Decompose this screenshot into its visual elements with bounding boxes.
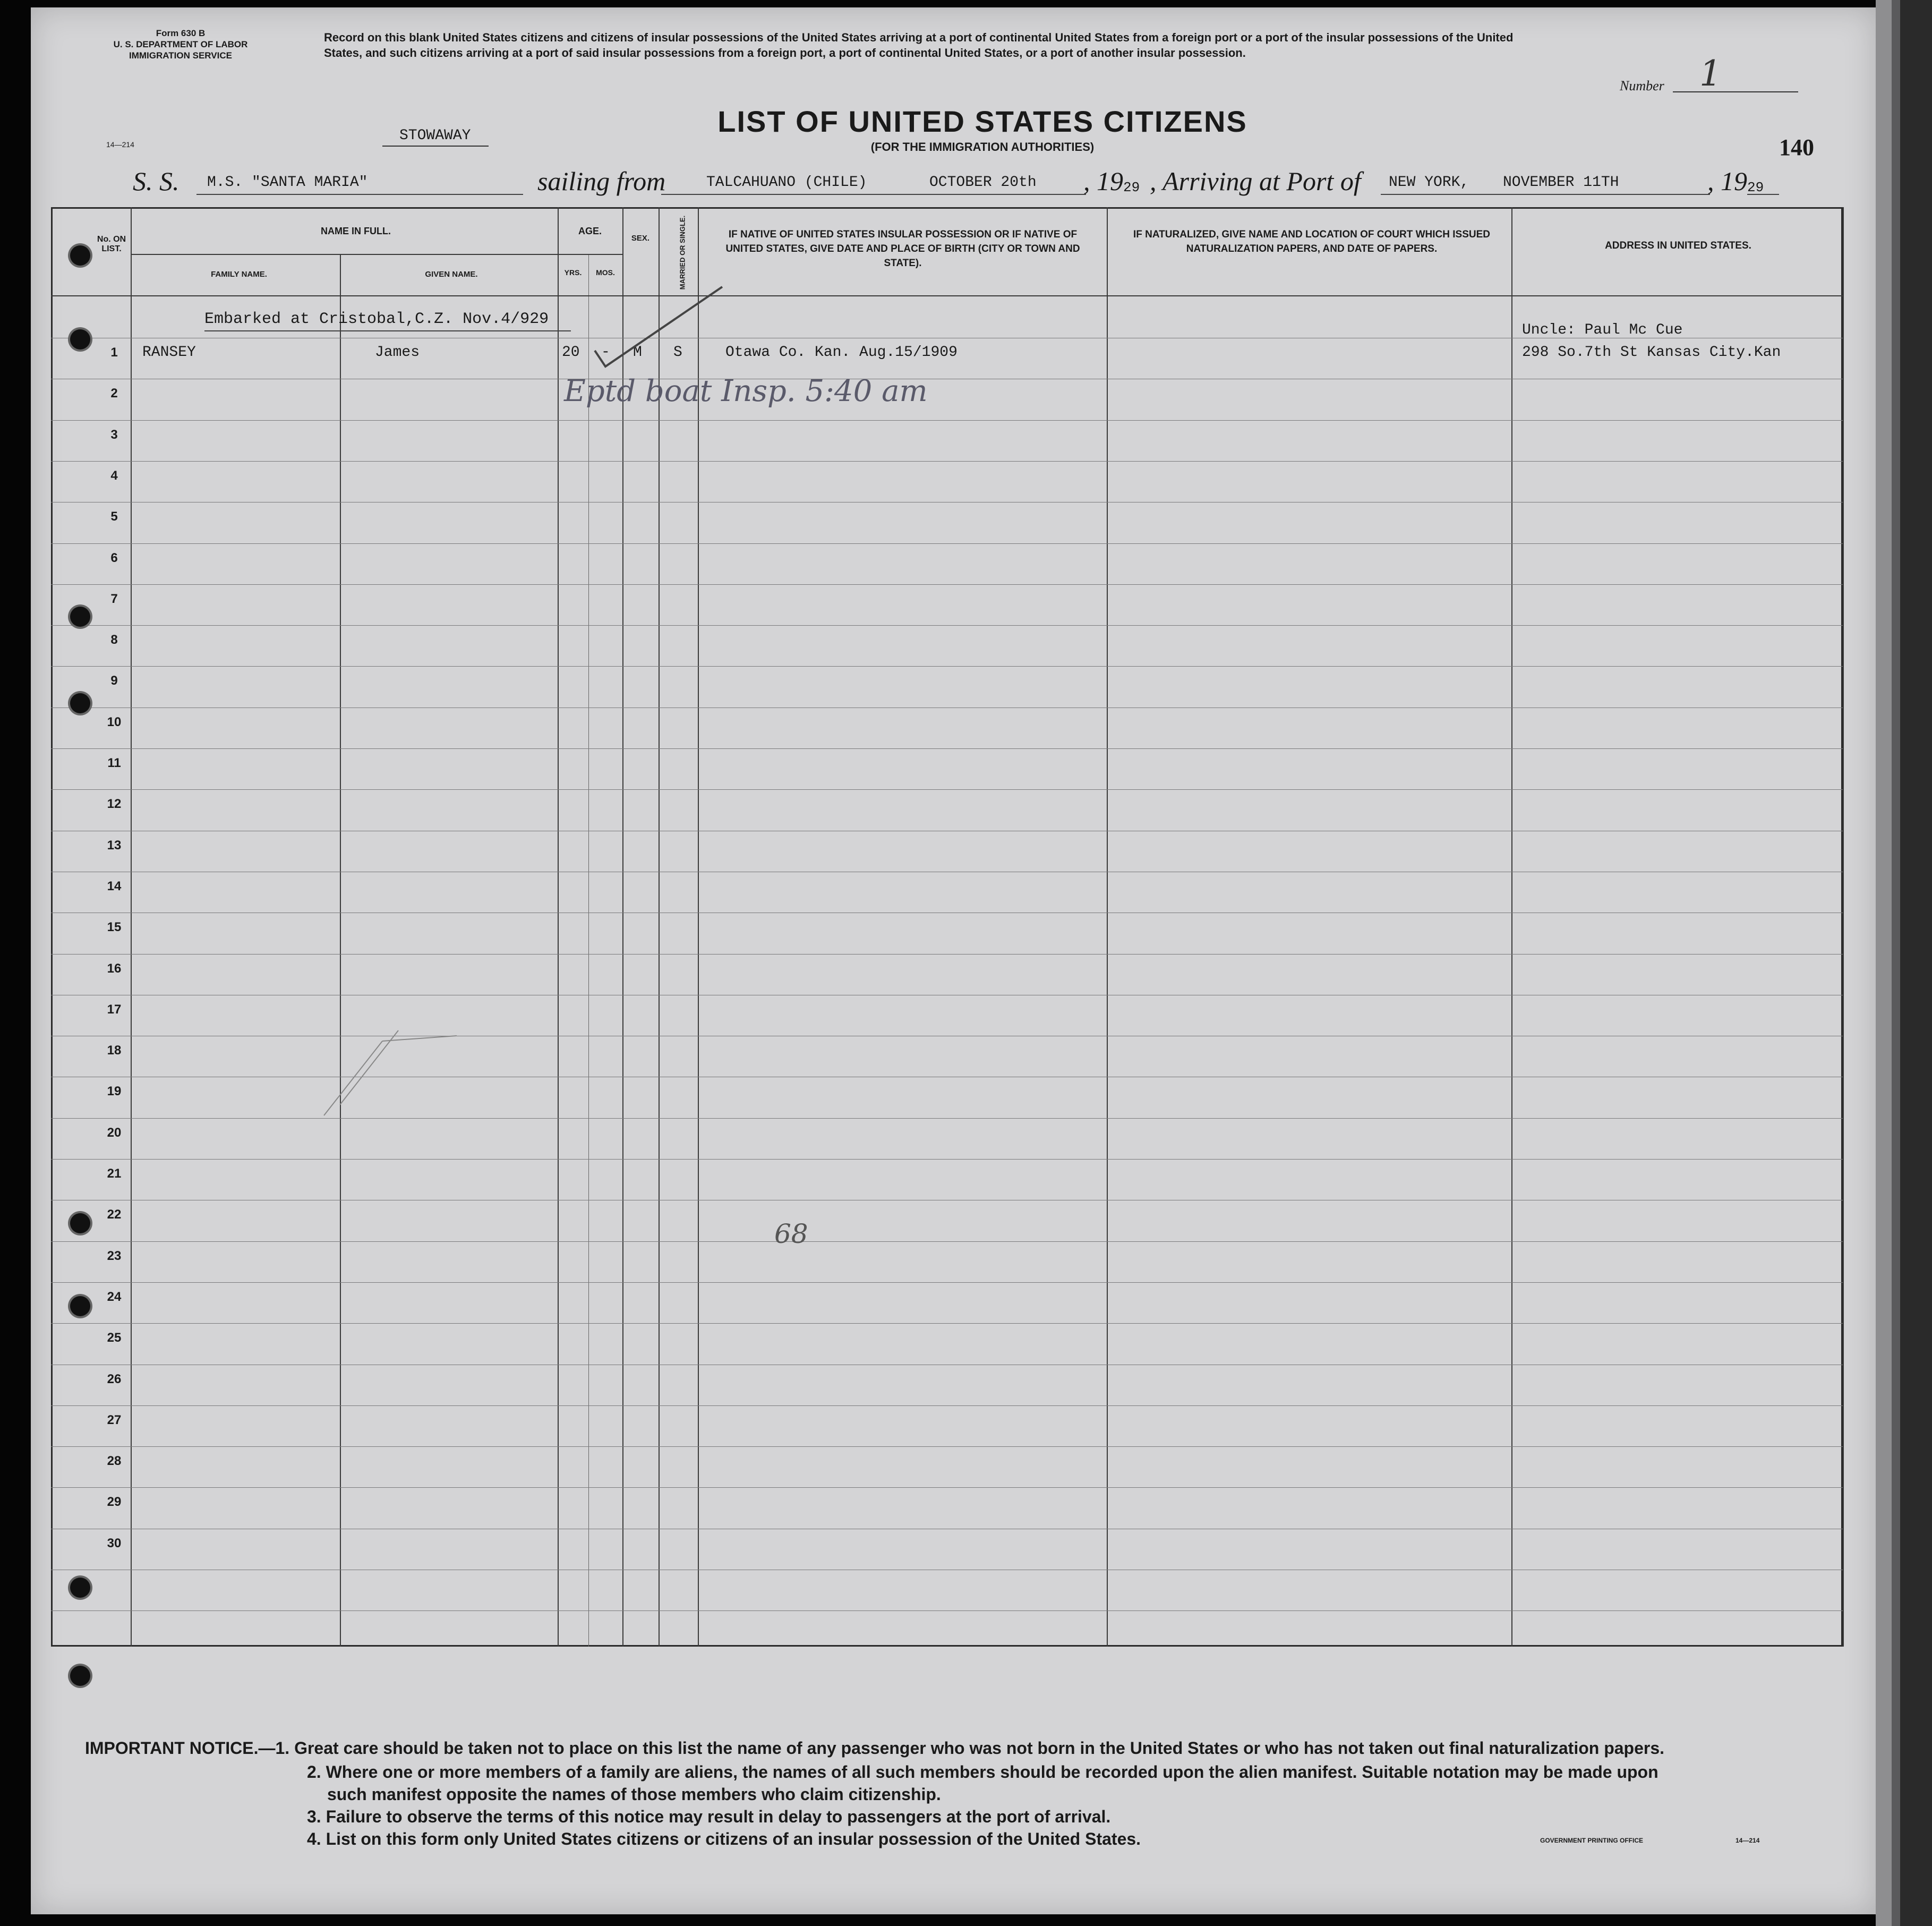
entry-given-name: James (375, 344, 420, 361)
row-divider (51, 543, 1843, 544)
row-number: 23 (107, 1248, 122, 1263)
row-divider (51, 625, 1843, 626)
col-divider-native (1107, 207, 1108, 1647)
notice-item-2b: such manifest opposite the names of those members who claim citizenship. (327, 1785, 941, 1804)
header-age: AGE. (578, 226, 602, 236)
number-label: Number (1620, 78, 1664, 93)
row-number: 14 (107, 879, 122, 893)
entry-age-mos: - (601, 344, 610, 361)
row-number: 30 (107, 1536, 122, 1550)
header-no-on-list: No. ON LIST. (97, 235, 126, 253)
binder-hole-icon (70, 329, 90, 350)
header-native-birth: IF NATIVE OF UNITED STATES INSULAR POSSESSION OR IF NATIVE OF UNITED STATES, GIVE DATE AND PLACE OF BIRTH (CITY OR TOWN AND STATE). (725, 229, 1080, 269)
header-sex: SEX. (631, 234, 650, 243)
col-divider-age (622, 207, 623, 1647)
pencil-mark-icon (319, 1020, 467, 1126)
row-number: 4 (110, 468, 118, 483)
notice-item-4: 4. List on this form only United States citizens or citizens of an insular possession of the United States. (307, 1829, 1141, 1848)
ss-label: S. S. (133, 166, 179, 196)
row-number: 19 (107, 1084, 122, 1099)
ship-name: M.S. "SANTA MARIA" (207, 174, 368, 191)
form-identifier (80, 28, 281, 61)
row-divider (51, 1241, 1843, 1242)
col-divider-sex (659, 207, 660, 1647)
year-suffix-1: 29 (1123, 180, 1140, 195)
sailing-date: OCTOBER 20th (929, 174, 1037, 191)
col-divider-naturalized (1511, 207, 1512, 1647)
year-suffix-2: 29 (1747, 180, 1764, 195)
header-married-single: MARRIED OR SINGLE. (678, 215, 687, 290)
row-number: 27 (107, 1412, 122, 1427)
header-family-name: FAMILY NAME. (211, 270, 267, 279)
row-number: 7 (110, 591, 118, 606)
header-naturalized: IF NATURALIZED, GIVE NAME AND LOCATION OF COURT WHICH ISSUED NATURALIZATION PAPERS, AND DATE OF PAPERS. (1133, 229, 1490, 254)
notice-line-1 (85, 1737, 1664, 1759)
entry-address-line1: Uncle: Paul Mc Cue (1522, 322, 1683, 338)
entry-marital: S (673, 344, 682, 361)
row-number: 18 (107, 1043, 122, 1058)
notice-item-2a: 2. Where one or more members of a family are aliens, the names of all such members should be recorded upon the alien manifest. Suitable notation may be made upon (307, 1762, 1659, 1782)
entry-sex: M (633, 344, 642, 361)
row-number: 24 (107, 1289, 122, 1304)
scan-border (1900, 0, 1932, 1926)
binder-hole-icon (70, 245, 90, 266)
header-bottom-line (51, 295, 1843, 296)
page-edge (1876, 0, 1892, 1926)
sailing-from-label: sailing from (537, 166, 666, 196)
arriving-label: , Arriving at Port of (1150, 166, 1361, 196)
arriving-port: NEW YORK, (1389, 174, 1469, 191)
row-number: 6 (110, 550, 118, 565)
row-number: 10 (107, 714, 122, 729)
row-number: 8 (110, 633, 118, 647)
col-divider-address (1843, 207, 1844, 1647)
row-divider (51, 1446, 1843, 1447)
binder-hole-icon (70, 1666, 90, 1686)
row-number: 17 (107, 1002, 122, 1017)
binder-hole-icon (70, 1296, 90, 1316)
form-number: Form 630 B (156, 28, 206, 38)
row-divider (51, 1282, 1843, 1283)
notice-item-1: 1. Great care should be taken not to place on this list the name of any passenger who was not born in the United States or who has not taken out final naturalization papers. (275, 1738, 1665, 1758)
service-name: IMMIGRATION SERVICE (129, 50, 232, 61)
header-given-name: GIVEN NAME. (425, 270, 478, 279)
row-divider (51, 954, 1843, 955)
arriving-underline (1381, 194, 1710, 195)
col-divider-yrs (588, 255, 589, 1647)
department-name: U. S. DEPARTMENT OF LABOR (113, 39, 248, 49)
row-number: 9 (110, 674, 118, 688)
year-prefix-1: , 19 (1083, 166, 1123, 196)
arriving-date: NOVEMBER 11TH (1503, 174, 1619, 191)
record-instructions: Record on this blank United States citizens and citizens of insular possessions of the United States arriving at a port of continental United States from a foreign port or a port of the insular possessions of the United States, and such citizens arriving at a port of said insular possessions from a foreign port, a port of continental United States, or a port of another insular possession. (324, 31, 1514, 59)
col-divider-given (558, 207, 559, 1647)
check-mark-icon (584, 276, 743, 372)
row-number: 5 (110, 509, 118, 524)
sailing-underline (661, 194, 1086, 195)
row-number: 3 (110, 427, 118, 442)
header-name-in-full: NAME IN FULL. (321, 226, 391, 236)
document-subtitle: (FOR THE IMMIGRATION AUTHORITIES) (870, 140, 1095, 154)
row-divider (51, 461, 1843, 462)
row-divider (51, 420, 1843, 421)
handwritten-number: 68 (774, 1218, 808, 1249)
row-number: 2 (110, 386, 118, 401)
entry-family-name: RANSEY (142, 344, 196, 361)
binder-hole-icon (70, 1578, 90, 1598)
header-address: ADDRESS IN UNITED STATES. (1605, 240, 1751, 251)
row-divider (51, 1487, 1843, 1488)
number-underline (1673, 91, 1798, 92)
row-number: 29 (107, 1495, 122, 1510)
row-divider (51, 666, 1843, 667)
row-number: 21 (107, 1166, 122, 1181)
list-number: 1 (1699, 53, 1722, 94)
name-header-divider (131, 254, 622, 255)
row-divider (51, 1610, 1843, 1611)
row-number: 25 (107, 1331, 122, 1345)
row-number: 20 (107, 1125, 122, 1140)
year-prefix-2: , 19 (1707, 166, 1747, 196)
row-divider (51, 789, 1843, 790)
ship-underline (196, 194, 523, 195)
col-divider-marital (698, 207, 699, 1647)
row-number: 15 (107, 920, 122, 935)
sailing-port: TALCAHUANO (CHILE) (706, 174, 867, 191)
entry-birth: Otawa Co. Kan. Aug.15/1909 (725, 344, 958, 361)
stowaway-stamp: STOWAWAY (399, 127, 471, 144)
row-number: 22 (107, 1207, 122, 1222)
embarked-underline (204, 330, 571, 331)
notice-item-3: 3. Failure to observe the terms of this notice may result in delay to passengers at the port of arrival. (307, 1807, 1111, 1826)
row-number: 28 (107, 1454, 122, 1469)
row-number: 1 (110, 345, 118, 360)
page-edge-shadow (1892, 0, 1900, 1926)
document-title: LIST OF UNITED STATES CITIZENS (717, 105, 1247, 138)
manifest-table (51, 207, 1843, 1647)
row-divider (51, 1405, 1843, 1406)
row-number: 11 (107, 756, 121, 770)
row-number: 12 (107, 797, 122, 812)
binder-hole-icon (70, 1213, 90, 1233)
handwritten-inspection-note: Eptd boat Insp. 5:40 am (564, 374, 928, 408)
row-divider (51, 584, 1843, 585)
year-underline (1747, 194, 1779, 195)
col-divider-family (340, 255, 341, 1647)
entry-address-line2: 298 So.7th St Kansas City.Kan (1522, 344, 1781, 361)
printer-credit: GOVERNMENT PRINTING OFFICE (1540, 1837, 1644, 1844)
header-mos: MOS. (596, 268, 615, 277)
page-number: 140 (1779, 134, 1814, 160)
row-number: 13 (107, 838, 122, 853)
row-divider (51, 1159, 1843, 1160)
row-number: 26 (107, 1371, 122, 1386)
embarked-note: Embarked at Cristobal,C.Z. Nov.4/929 (204, 310, 549, 328)
row-divider (51, 1323, 1843, 1324)
notice-heading: IMPORTANT NOTICE.— (85, 1738, 276, 1758)
entry-age-yrs: 20 (562, 344, 580, 361)
binder-hole-icon (70, 693, 90, 713)
binder-hole-icon (70, 607, 90, 627)
header-yrs: YRS. (564, 268, 582, 277)
row-number: 16 (107, 961, 122, 976)
row-divider (51, 748, 1843, 749)
stowaway-underline (382, 146, 489, 147)
form-code: 14—214 (106, 140, 134, 149)
footer-code: 14—214 (1736, 1837, 1760, 1844)
